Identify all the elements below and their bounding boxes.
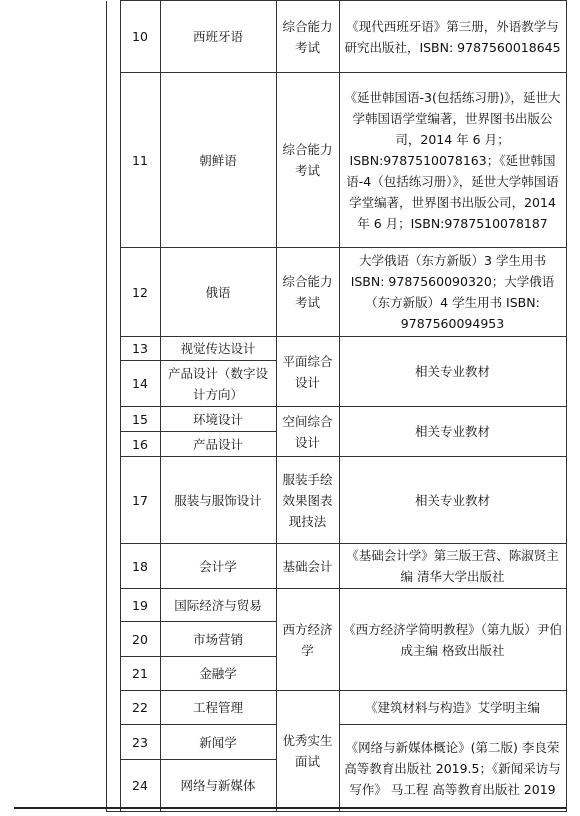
textbook: 《西方经济学简明教程》（第九版）尹伯成主编 格致出版社 bbox=[339, 589, 566, 691]
major-name: 会计学 bbox=[160, 544, 276, 589]
major-name: 市场营销 bbox=[160, 622, 276, 657]
bottom-rule bbox=[14, 807, 566, 809]
row-number: 24 bbox=[120, 760, 160, 812]
textbook: 相关专业教材 bbox=[339, 337, 566, 407]
major-name: 金融学 bbox=[160, 657, 276, 691]
textbook: 相关专业教材 bbox=[339, 457, 566, 544]
row-number: 21 bbox=[120, 657, 160, 691]
exam-subject: 西方经济学 bbox=[276, 589, 339, 691]
row-number: 20 bbox=[120, 622, 160, 657]
exam-subject: 综合能力考试 bbox=[276, 73, 339, 248]
exam-subject: 平面综合设计 bbox=[276, 337, 339, 407]
row-number: 11 bbox=[120, 73, 160, 248]
major-name: 新闻学 bbox=[160, 725, 276, 760]
major-name: 俄语 bbox=[160, 248, 276, 337]
table-row bbox=[14, 1, 566, 73]
major-name: 产品设计 bbox=[160, 432, 276, 457]
textbook: 《延世韩国语-3(包括练习册)》，延世大学韩国语学堂编著，世界图书出版公司，2014 年 6 月；ISBN:9787510078163；《延世韩国语-4（包括练习册）》，延世大学韩国语学堂编著，世界图书出版公司，2014 年 6 月；ISBN:9787510078187 bbox=[339, 73, 566, 248]
major-name: 服装与服饰设计 bbox=[160, 457, 276, 544]
textbook: 《网络与新媒体概论》(第二版) 李良荣 高等教育出版社 2019.5；《新闻采访与写作》 马工程 高等教育出版社 2019 bbox=[339, 725, 566, 812]
row-number: 10 bbox=[120, 1, 160, 73]
row-number: 13 bbox=[120, 337, 160, 361]
row-number: 18 bbox=[120, 544, 160, 589]
major-name: 视觉传达设计 bbox=[160, 337, 276, 361]
textbook: 大学俄语（东方新版）3 学生用书 ISBN: 9787560090320；大学俄语（东方新版）4 学生用书 ISBN: 9787560094953 bbox=[339, 248, 566, 337]
row-number: 14 bbox=[120, 361, 160, 407]
exam-subject: 空间综合设计 bbox=[276, 407, 339, 457]
exam-subject: 综合能力考试 bbox=[276, 1, 339, 73]
textbook-table bbox=[14, 0, 567, 812]
major-name: 朝鲜语 bbox=[160, 73, 276, 248]
textbook: 《现代西班牙语》第三册，外语教学与研究出版社，ISBN: 9787560018645 bbox=[339, 1, 566, 73]
row-number: 23 bbox=[120, 725, 160, 760]
textbook: 相关专业教材 bbox=[339, 407, 566, 457]
major-name: 工程管理 bbox=[160, 691, 276, 725]
exam-subject: 基础会计 bbox=[276, 544, 339, 589]
exam-subject: 优秀实生面试 bbox=[276, 691, 339, 812]
textbook: 《基础会计学》第三版王营、陈淑贤主编 清华大学出版社 bbox=[339, 544, 566, 589]
major-name: 环境设计 bbox=[160, 407, 276, 432]
blank-column bbox=[14, 1, 106, 812]
exam-subject: 服装手绘效果图表现技法 bbox=[276, 457, 339, 544]
major-name: 国际经济与贸易 bbox=[160, 589, 276, 622]
narrow-column bbox=[106, 1, 120, 812]
row-number: 22 bbox=[120, 691, 160, 725]
major-name: 西班牙语 bbox=[160, 1, 276, 73]
major-name: 网络与新媒体 bbox=[160, 760, 276, 812]
row-number: 12 bbox=[120, 248, 160, 337]
row-number: 15 bbox=[120, 407, 160, 432]
row-number: 19 bbox=[120, 589, 160, 622]
textbook: 《建筑材料与构造》艾学明主编 bbox=[339, 691, 566, 725]
exam-subject: 综合能力考试 bbox=[276, 248, 339, 337]
row-number: 17 bbox=[120, 457, 160, 544]
major-name: 产品设计（数字设计方向） bbox=[160, 361, 276, 407]
row-number: 16 bbox=[120, 432, 160, 457]
